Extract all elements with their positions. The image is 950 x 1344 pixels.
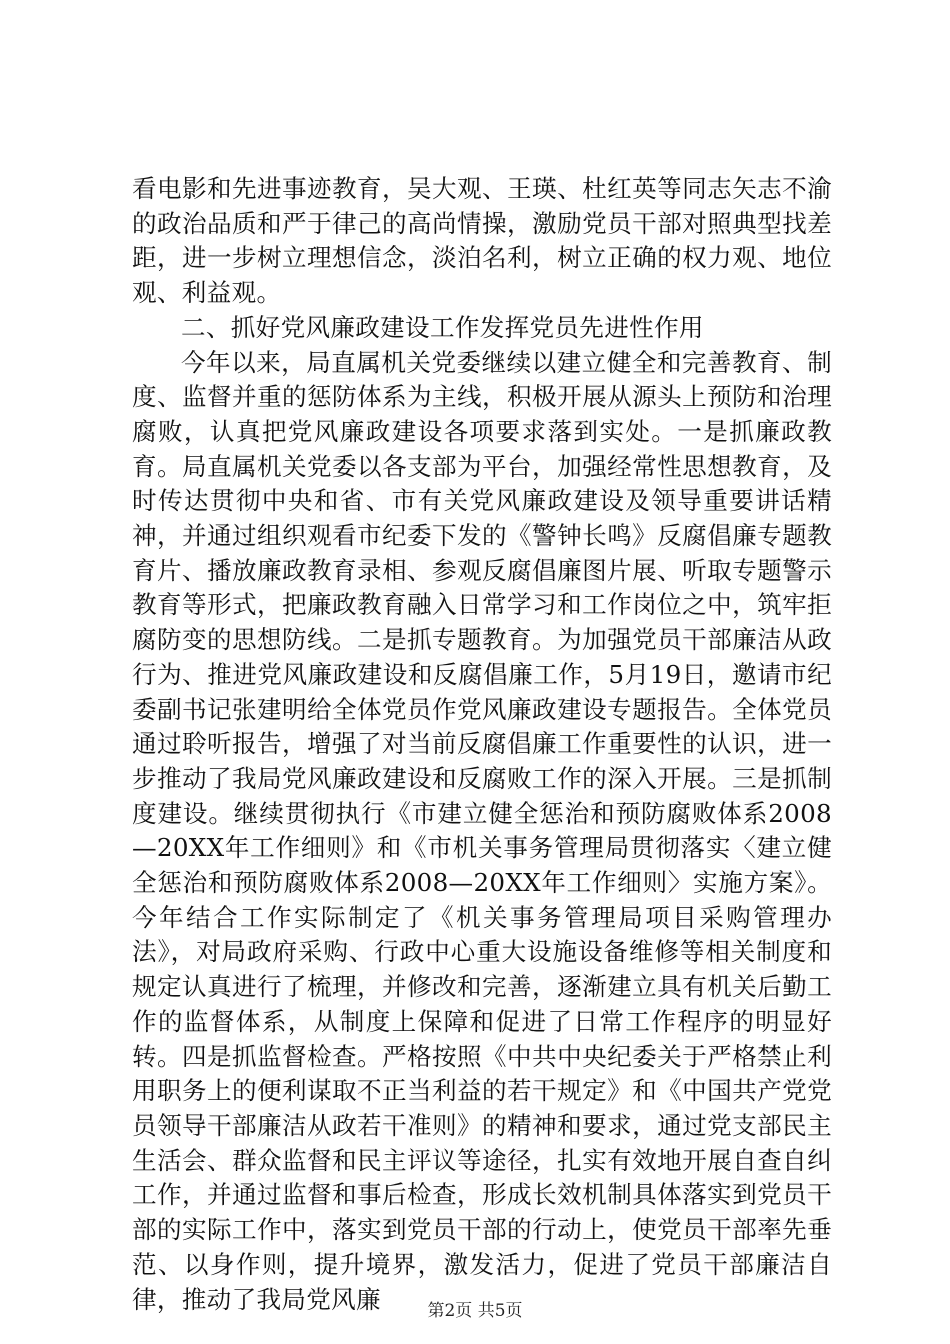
section-heading: 二、抓好党风廉政建设工作发挥党员先进性作用	[181, 312, 704, 342]
page-number: 第2页 共5页	[427, 1301, 523, 1321]
document-body	[132, 172, 832, 1317]
paragraph-main: 今年以来，局直属机关党委继续以建立健全和完善教育、制度、监督并重的惩防体系为主线，积极开展从源头上预防和治理腐败，认真把党风廉政建设各项要求落到实处。一是抓廉政教育。局直属机关党委以各支部为平台，加强经常性思想教育，及时传达贯彻中央和省、市有关党风廉政建设及领导重要讲话精神，并通过组织观看市纪委下发的《警钟长鸣》反腐倡廉专题教育片、播放廉政教育录相、参观反腐倡廉图片展、听取专题警示教育等形式，把廉政教育融入日常学习和工作岗位之中，筑牢拒腐防变的思想防线。二是抓专题教育。为加强党员干部廉洁从政行为、推进党风廉政建设和反腐倡廉工作，5月19日，邀请市纪委副书记张建明给全体党员作党风廉政建设专题报告。全体党员通过聆听报告，增强了对当前反腐倡廉工作重要性的认识，进一步推动了我局党风廉政建设和反腐败工作的深入开展。三是抓制度建设。继续贯彻执行《市建立健全惩治和预防腐败体系2008—20XX年工作细则》和《市机关事务管理局贯彻落实〈建立健全惩治和预防腐败体系2008—20XX年工作细则〉实施方案》。今年结合工作实际制定了《机关事务管理局项目采购管理办法》，对局政府采购、行政中心重大设施设备维修等相关制度和规定认真进行了梳理，并修改和完善，逐渐建立具有机关后勤工作的监督体系，从制度上保障和促进了日常工作程序的明显好转。四是抓监督检查。严格按照《中共中央纪委关于严格禁止利用职务上的便利谋取不正当利益的若干规定》和《中国共产党党员领导干部廉洁从政若干准则》的精神和要求，通过党支部民主生活会、群众监督和民主评议等途径，扎实有效地开展自查自纠工作，并通过监督和事后检查，形成长效机制具体落实到党员干部的实际工作中，落实到党员干部的行动上，使党员干部率先垂范、以身作则，提升境界，激发活力，促进了党员干部廉洁自律，推动了我局党风廉	[132, 347, 832, 1314]
paragraph-continued: 看电影和先进事迹教育，吴大观、王瑛、杜红英等同志矢志不渝的政治品质和严于律己的高尚情操，激励党员干部对照典型找差距，进一步树立理想信念，淡泊名利，树立正确的权力观、地位观、利益观。	[132, 174, 832, 308]
